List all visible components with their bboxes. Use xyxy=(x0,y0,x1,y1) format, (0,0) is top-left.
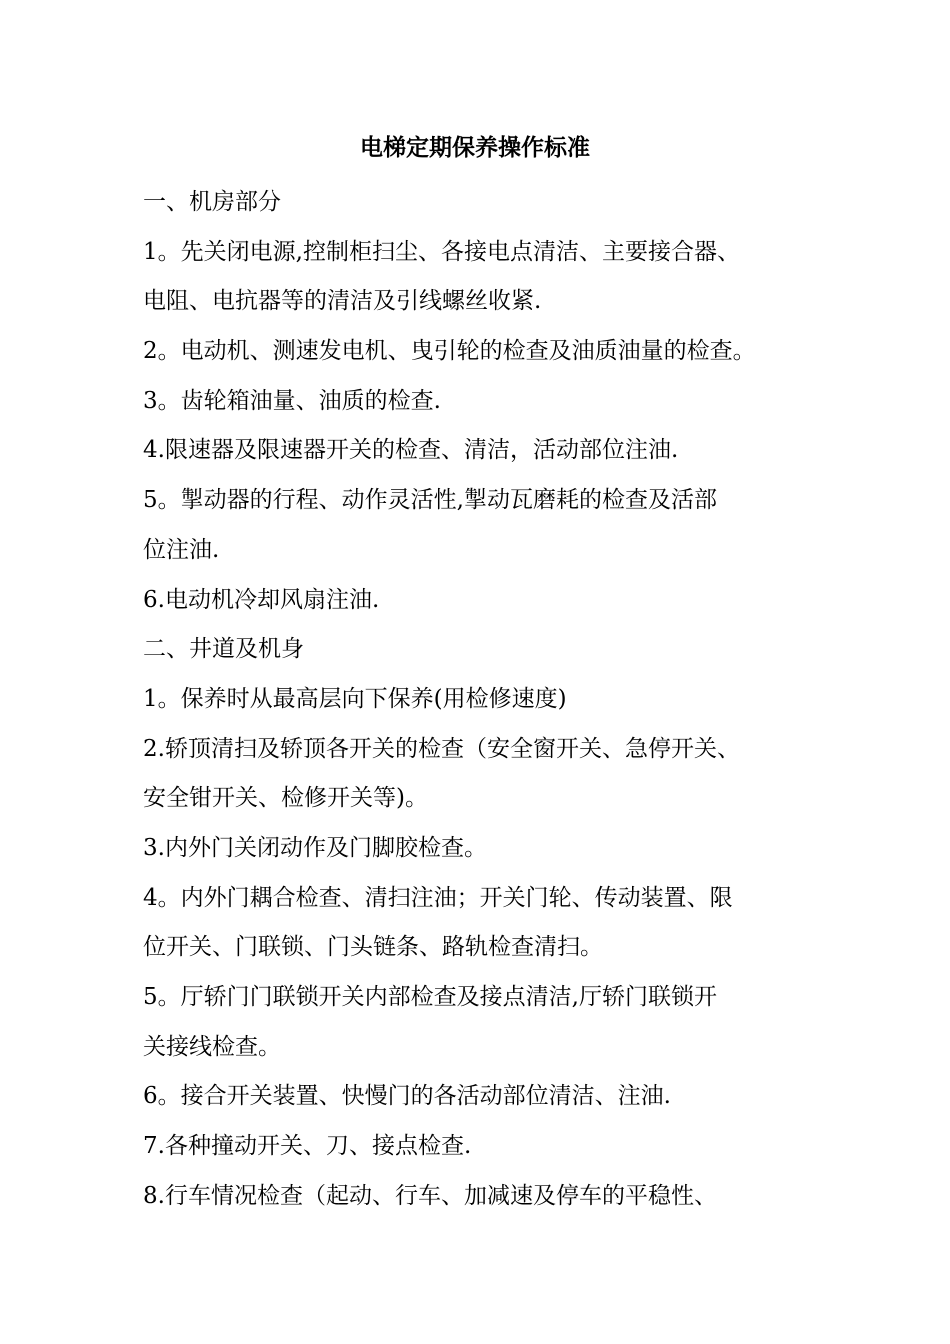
text-line: 2.轿顶清扫及轿顶各开关的检查（安全窗开关、急停开关、 xyxy=(143,735,740,762)
document-body xyxy=(143,178,833,1221)
text-line: 3.内外门关闭动作及门脚胶检查。 xyxy=(143,834,487,861)
text-line: 电阻、电抗器等的清洁及引线螺丝收紧. xyxy=(143,288,542,315)
document-title: 电梯定期保养操作标准 xyxy=(360,135,590,161)
text-line: 5。厅轿门门联锁开关内部检查及接点清洁,厅轿门联锁开 xyxy=(143,984,717,1010)
text-line: 6.电动机冷却风扇注油. xyxy=(143,586,380,613)
text-line: 1。保养时从最高层向下保养(用检修速度) xyxy=(143,685,567,712)
text-line: 6。接合开关装置、快慢门的各活动部位清洁、注油. xyxy=(143,1083,671,1110)
text-line: 位开关、门联锁、门头链条、路轨检查清扫。 xyxy=(143,934,603,961)
section-heading-shaft-and-car: 二、井道及机身 xyxy=(143,636,304,663)
text-line: 2。电动机、测速发电机、曳引轮的检查及油质油量的检查。 xyxy=(143,338,756,365)
text-line: 3。齿轮箱油量、油质的检查. xyxy=(143,387,441,414)
text-line: 1。先关闭电源,控制柜扫尘、各接电点清洁、主要接合器、 xyxy=(143,238,740,265)
text-line: 4.限速器及限速器开关的检查、清洁，活动部位注油. xyxy=(143,437,679,464)
text-line: 4。内外门耦合检查、清扫注油；开关门轮、传动装置、限 xyxy=(143,884,733,911)
section-heading-machine-room: 一、机房部分 xyxy=(143,189,281,215)
text-line: 7.各种撞动开关、刀、接点检查. xyxy=(143,1133,472,1160)
text-line: 关接线检查。 xyxy=(143,1033,281,1060)
text-line: 位注油. xyxy=(143,536,220,563)
text-line: 5。掣动器的行程、动作灵活性,掣动瓦磨耗的检查及活部 xyxy=(143,487,717,514)
text-line: 安全钳开关、检修开关等)。 xyxy=(143,785,428,812)
text-line: 8.行车情况检查（起动、行车、加减速及停车的平稳性、 xyxy=(143,1182,717,1209)
